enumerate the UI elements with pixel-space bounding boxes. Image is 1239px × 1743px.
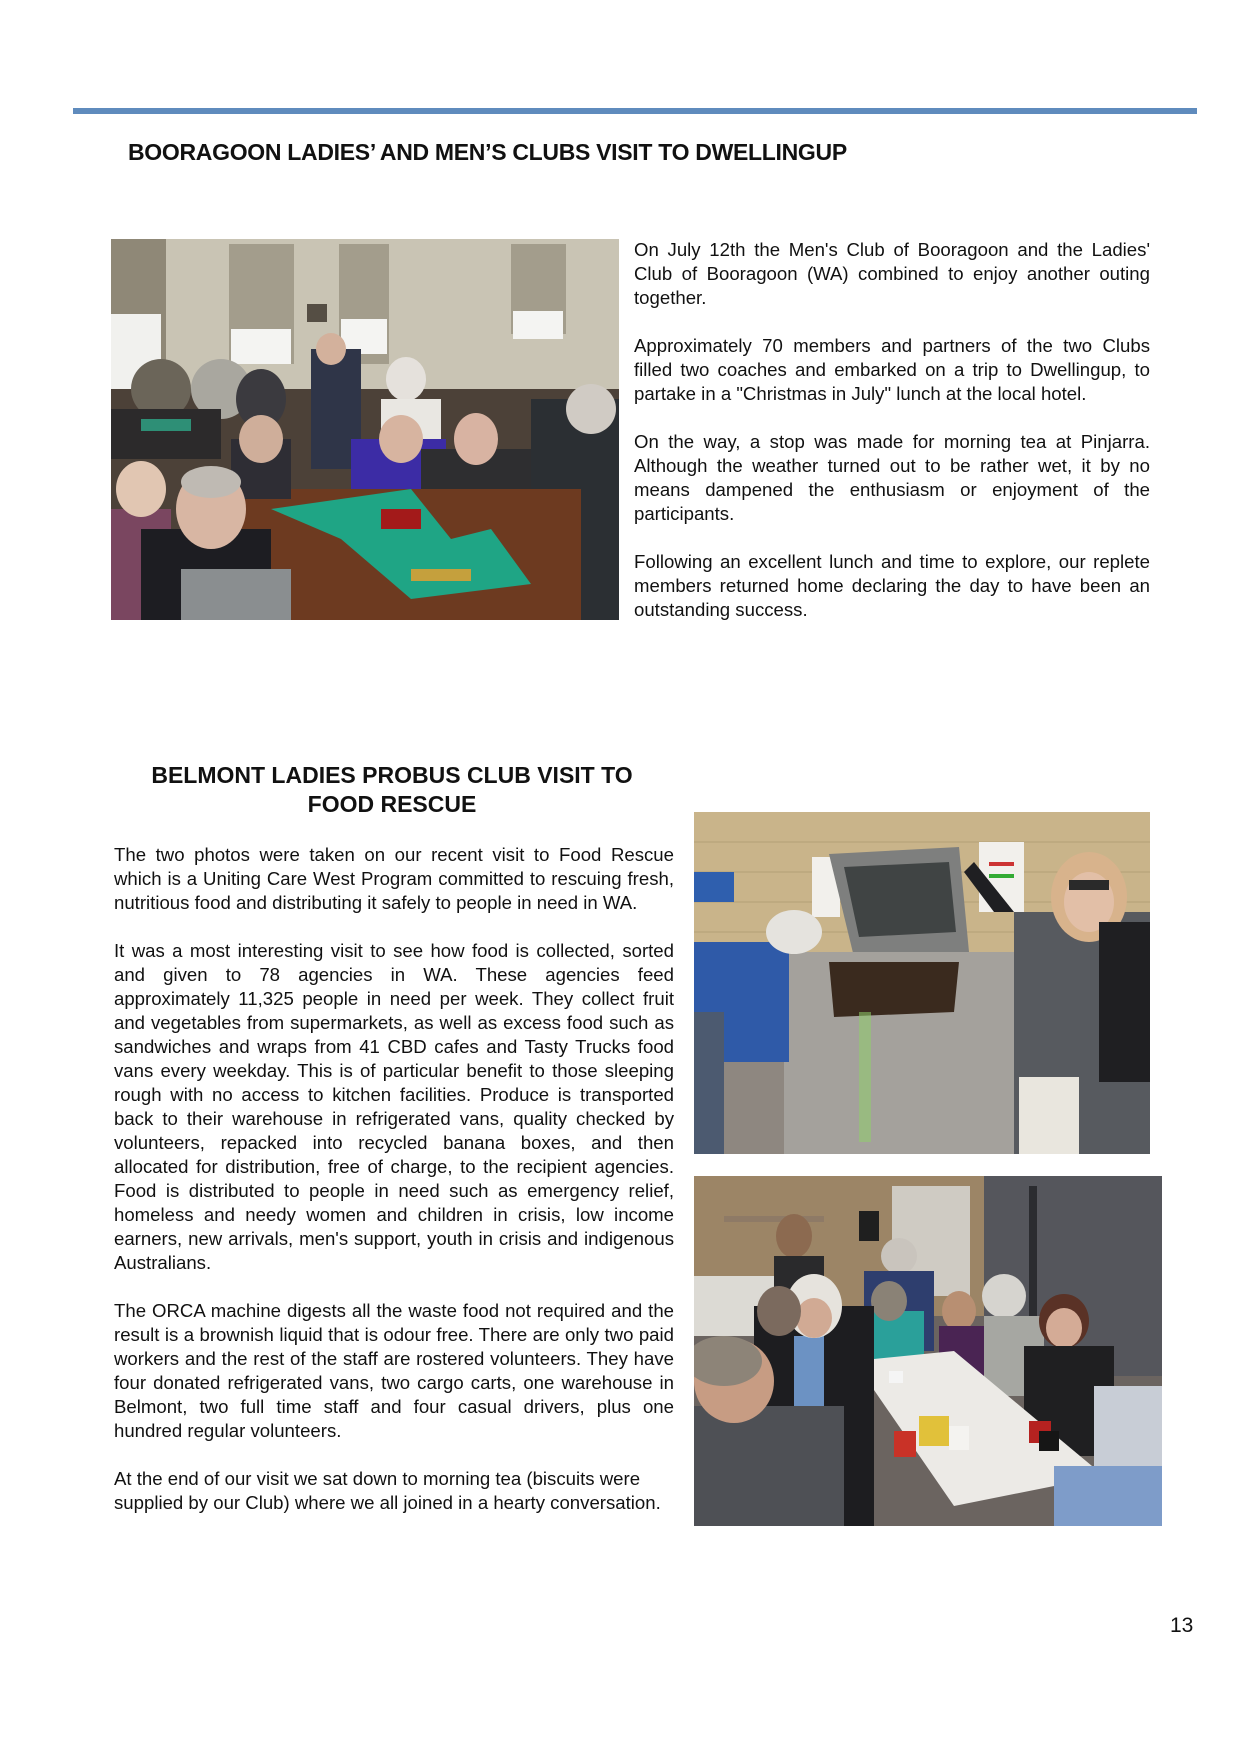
article1-paragraph: On the way, a stop was made for morning tea at Pinjarra. Although the weather turned out to be rather wet, it by no means dampened the enthusiasm or enjoyment of the participants. bbox=[634, 431, 1150, 524]
photo-christmas-lunch bbox=[111, 239, 619, 620]
page-number: 13 bbox=[1170, 1614, 1194, 1637]
article2-title-line1: BELMONT LADIES PROBUS CLUB VISIT TO bbox=[151, 762, 633, 788]
header-rule bbox=[73, 108, 1197, 114]
article1-paragraph: Following an excellent lunch and time to explore, our replete members returned home declaring the day to have been an outstanding success. bbox=[634, 551, 1150, 620]
photo-orca bbox=[694, 812, 1150, 1154]
article2-title bbox=[112, 761, 672, 819]
article1-body bbox=[634, 238, 1150, 646]
article2-paragraph: The two photos were taken on our recent visit to Food Rescue which is a Uniting Care West Program committed to rescuing fresh, nutritious food and distributing it safely to people in need in WA. bbox=[114, 844, 674, 913]
article1-paragraph: Approximately 70 members and partners of the two Clubs filled two coaches and embarked on a trip to Dwellingup, to partake in a "Christmas in July" lunch at the local hotel. bbox=[634, 335, 1150, 404]
photo-morning-tea bbox=[694, 1176, 1162, 1526]
photo-orca-machine-icon bbox=[694, 812, 1150, 1154]
article2-body bbox=[114, 843, 674, 1539]
photo-morning-tea-icon bbox=[694, 1176, 1162, 1526]
photo-christmas-in-july-lunch-icon bbox=[111, 239, 619, 620]
article2-title-line2: FOOD RESCUE bbox=[307, 791, 477, 817]
article2-paragraph: At the end of our visit we sat down to morning tea (biscuits were supplied by our Club) where we all joined in a hearty conversation. bbox=[114, 1468, 661, 1513]
article1-paragraph: On July 12th the Men's Club of Booragoon and the Ladies' Club of Booragoon (WA) combined to enjoy another outing together. bbox=[634, 239, 1150, 308]
article1-title: BOORAGOON LADIES’ AND MEN’S CLUBS VISIT TO DWELLINGUP bbox=[128, 139, 847, 165]
article2-paragraph: The ORCA machine digests all the waste food not required and the result is a brownish liquid that is odour free. There are only two paid workers and the rest of the staff are rostered volunteers. They have four donated refrigerated vans, two cargo carts, one warehouse in Belmont, two full time staff and four casual drivers, plus one hundred regular volunteers. bbox=[114, 1300, 674, 1441]
article2-paragraph: It was a most interesting visit to see how food is collected, sorted and given to 78 agencies in WA. These agencies feed approximately 11,325 people in need per week. They collect fruit and vegetables from supermarkets, as well as excess food such as sandwiches and wraps from 41 CBD cafes and Tasty Trucks food vans every weekday. This is of particular benefit to those sleeping rough with no access to kitchen facilities. Produce is transported back to their warehouse in refrigerated vans, quality checked by volunteers, repacked into recycled banana boxes, and then allocated for distribution, free of charge, to the recipient agencies. Food is distributed to people in need such as emergency relief, homeless and needy women and children in crisis, low income earners, new arrivals, men's support, youth in crisis and indigenous Australians. bbox=[114, 940, 674, 1273]
